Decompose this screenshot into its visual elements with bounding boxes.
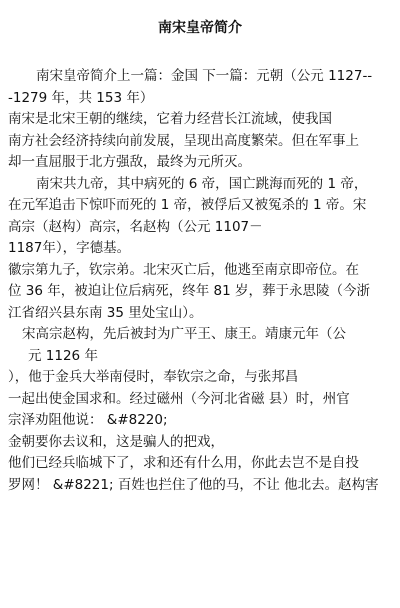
paragraph-line: 元 1126 年 [28,347,98,364]
document-body [8,66,394,496]
paragraph-line: 一起出使金国求和。经过磁州（今河北省磁 县）时，州官 [8,390,350,407]
paragraph-line: 南方社会经济持续向前发展，呈现出高度繁荣。但在军事上 [8,132,359,149]
paragraph-line: 南宋共九帝，其中病死的 6 帝，国亡跳海而死的 1 帝， [36,175,368,192]
paragraph-line: 徽宗第九子，钦宗弟。北宋灭亡后，他逃至南京即帝位。在 [8,261,359,278]
paragraph-line: 宋高宗赵构，先后被封为广平王、康王。靖康元年（公 [22,326,346,342]
paragraph-line: 宗泽劝阻他说： &#8220; [8,412,168,428]
paragraph-line: 南宋是北宋王朝的继续，它着力经营长江流域，使我国 [8,111,332,127]
paragraph-line: 高宗（赵构）高宗，名赵构（公元 1107－ [8,218,263,235]
paragraph-line: 他们已经兵临城下了，求和还有什么用，你此去岂不是自投 [8,455,359,471]
paragraph-line: 南宋皇帝简介上一篇：金国 下一篇：元朝（公元 1127-- [36,68,373,84]
paragraph-line: 罗网！ &#8221; 百姓也拦住了他的马，不让 他北去。赵构害 [8,476,379,493]
paragraph-line: 1187年），字德基。 [8,240,131,256]
paragraph-line: 江省绍兴县东南 35 里处宝山）。 [8,304,203,321]
paragraph-line: ），他于金兵大举南侵时，奉钦宗之命，与张邦昌 [8,369,299,385]
paragraph-line: 金朝要你去议和，这是骗人的把戏， [8,433,224,450]
paragraph-line: -1279 年，共 153 年） [8,89,154,106]
paragraph-line: 在元军追击下惊吓而死的 1 帝，被俘后又被冤杀的 1 帝。宋 [8,197,367,213]
document-title: 南宋皇帝简介 [158,20,242,36]
paragraph-line: 却一直屈服于北方强敌，最终为元所灭。 [8,154,251,170]
paragraph-line: 位 36 年，被迫让位后病死，终年 81 岁，葬于永思陵（今浙 [8,283,371,299]
